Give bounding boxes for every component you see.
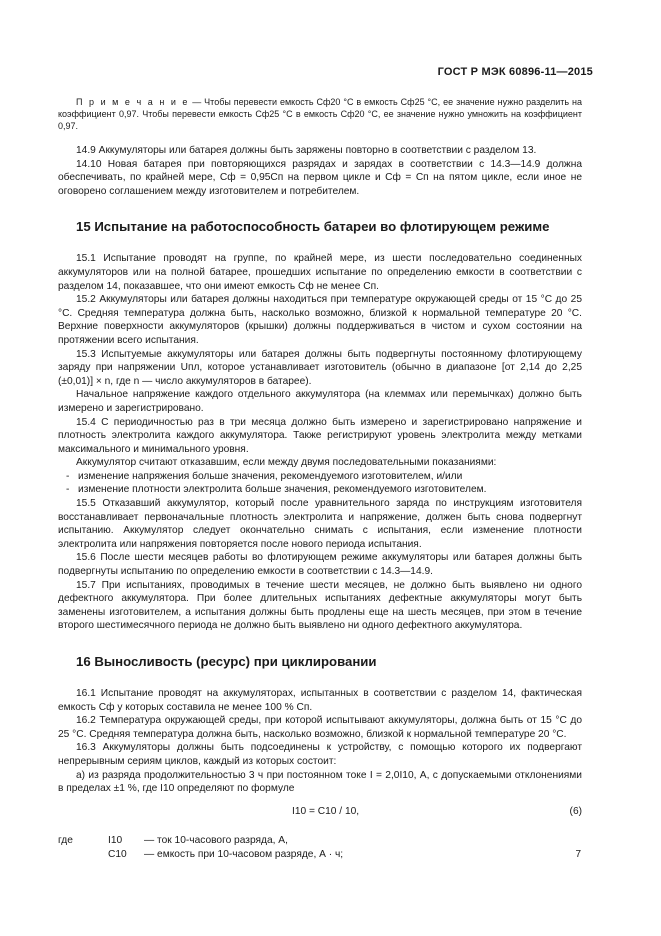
formula-expression: I10 = C10 / 10,	[292, 805, 360, 817]
where-line-1	[58, 834, 582, 848]
paragraph-16-3: 16.3 Аккумуляторы должны быть подсоединены к устройству, с помощью которого их подвергают непрерывным сериям циклов, каждый из которых состоит:	[58, 742, 582, 767]
list-item: - изменение плотности электролита больше значения, рекомендуемого изготовителем.	[58, 483, 582, 497]
document-body	[58, 96, 582, 862]
section-15-title: 15 Испытание на работоспособность батареи во флотирующем режиме	[76, 219, 550, 235]
list-item: - изменение напряжения больше значения, рекомендуемого изготовителем, и/или	[58, 470, 582, 484]
formula-6	[58, 801, 582, 829]
paragraph-15-1: 15.1 Испытание проводят на группе, по крайней мере, из шести последовательно соединенных аккумуляторов или на полной батарее, прошедших испытание по определению емкости в соответствии с разделом 14, показавшее, что они имеют емкость Cф не менее Cп.	[58, 253, 582, 292]
where-definition-i10: — ток 10-часового разряда, А,	[144, 834, 288, 846]
formula-number: (6)	[569, 805, 582, 817]
where-line-2	[58, 848, 582, 862]
paragraph-14-10: 14.10 Новая батарея при повторяющихся разрядах и зарядах в соответствии с 14.3—14.9 должна обеспечивать, по крайней мере, Cф = 0,95Cп на первом цикле и Cф = Cп на пятом цикле, если иное не оговорено соглашением между изготовителем и потребителем.	[58, 158, 582, 197]
paragraph-15-4: 15.4 С периодичностью раз в три месяца должно быть измерено и зарегистрировано напряжение и плотность электролита каждого аккумулятора. Также регистрируют уровень электролита между метками максимального и минимального уровня.	[58, 416, 582, 455]
paragraph-15-2: 15.2 Аккумуляторы или батарея должны находиться при температуре окружающей среды от 15 °C до 25 °C. Средняя температура должна быть, насколько возможно, близкой к нормальной температуре 20 °C. Верхние поверхности аккумуляторов (крышки) должны поддерживаться в чистом и сухом состоянии на протяжении всего испытания.	[58, 294, 582, 346]
paragraph-15-3-cont: Начальное напряжение каждого отдельного аккумулятора (на клеммах или перемычках) должно быть измерено и зарегистрировано.	[58, 389, 582, 414]
paragraph-15-7: 15.7 При испытаниях, проводимых в течение шести месяцев, не должно быть выявлено ни одного дефектного аккумулятора. При более длительных испытаниях дефектные аккумуляторы могут быть заменены изготовителем, а испытания должны быть продлены еще на шесть месяцев, при этом в течение второго шестимесячного периода не должно быть выявлено ни одного дефектного аккумулятора.	[58, 579, 582, 632]
where-symbol-c10: C10	[108, 848, 127, 860]
paragraph-16-2: 16.2 Температура окружающей среды, при которой испытывают аккумуляторы, должна быть от 15 °C до 25 °C. Средняя температура должна быть, насколько возможно, близкой к нормальной температуре 20 °C.	[58, 715, 582, 740]
note	[58, 96, 582, 132]
where-definition-c10: — емкость при 10-часовом разряде, А · ч;	[144, 848, 344, 860]
paragraph-15-3: 15.3 Испытуемые аккумуляторы или батарея должны быть подвергнуты постоянному флотирующему заряду при напряжении Uпл, которое устанавливает изготовитель (обычно в диапазоне [от 2,14 до 2,25 (±0,01)] × n, где n — число аккумуляторов в батарее).	[58, 348, 582, 387]
paragraph-16-1: 16.1 Испытание проводят на аккумуляторах, испытанных в соответствии с разделом 14, фактическая емкость Cф у которых составила не менее 100 % Cп.	[58, 688, 582, 713]
where-text-c10: емкость при 10-часовом разряде, А · ч;	[157, 848, 344, 860]
paragraph-15-6: 15.6 После шести месяцев работы во флотирующем режиме аккумуляторы или батарея должны быть подвергнуты испытанию по определению емкости в соответствии с 14.3—14.9.	[58, 552, 582, 578]
note-text: — Чтобы перевести емкость Cф20 °C в емкость Cф25 °C, ее значение нужно разделить на коэффициент 0,97. Чтобы перевести емкость Cф25 °C в емкость Cф20 °C, ее значение нужно умножить на коэффициент 0,97.	[58, 97, 582, 131]
where-text-i10: ток 10-часового разряда, А,	[157, 834, 288, 846]
section-16-title: 16 Выносливость (ресурс) при циклировании	[76, 654, 377, 669]
paragraph-15-5: 15.5 Отказавший аккумулятор, который после уравнительного заряда по инструкциям изготовителя восстанавливает первоначальные плотность электролита и напряжение, должен быть снова подвергнут испытанию. Аккумулятор следует окончательно снимать с испытания, если изменение плотности электролита или напряжения повторяется после нового периода испытания.	[58, 498, 582, 550]
page-number: 7	[575, 849, 581, 860]
where-symbol-i10: I10	[108, 834, 123, 846]
paragraph-14-9: 14.9 Аккумуляторы или батарея должны быть заряжены повторно в соответствии с разделом 13.	[76, 145, 537, 156]
where-word: где	[58, 834, 73, 846]
paragraph-15-4-cont: Аккумулятор считают отказавшим, если между двумя последовательными показаниями:	[76, 457, 497, 469]
standard-header: ГОСТ Р МЭК 60896-11—2015	[437, 66, 593, 78]
paragraph-16-3-a: а) из разряда продолжительностью 3 ч при постоянном токе I = 2,0I10, А, с допускаемыми отклонениями в пределах ±1 %, где I10 определяют по формуле	[58, 769, 582, 795]
note-label: П р и м е ч а н и е	[76, 97, 190, 107]
